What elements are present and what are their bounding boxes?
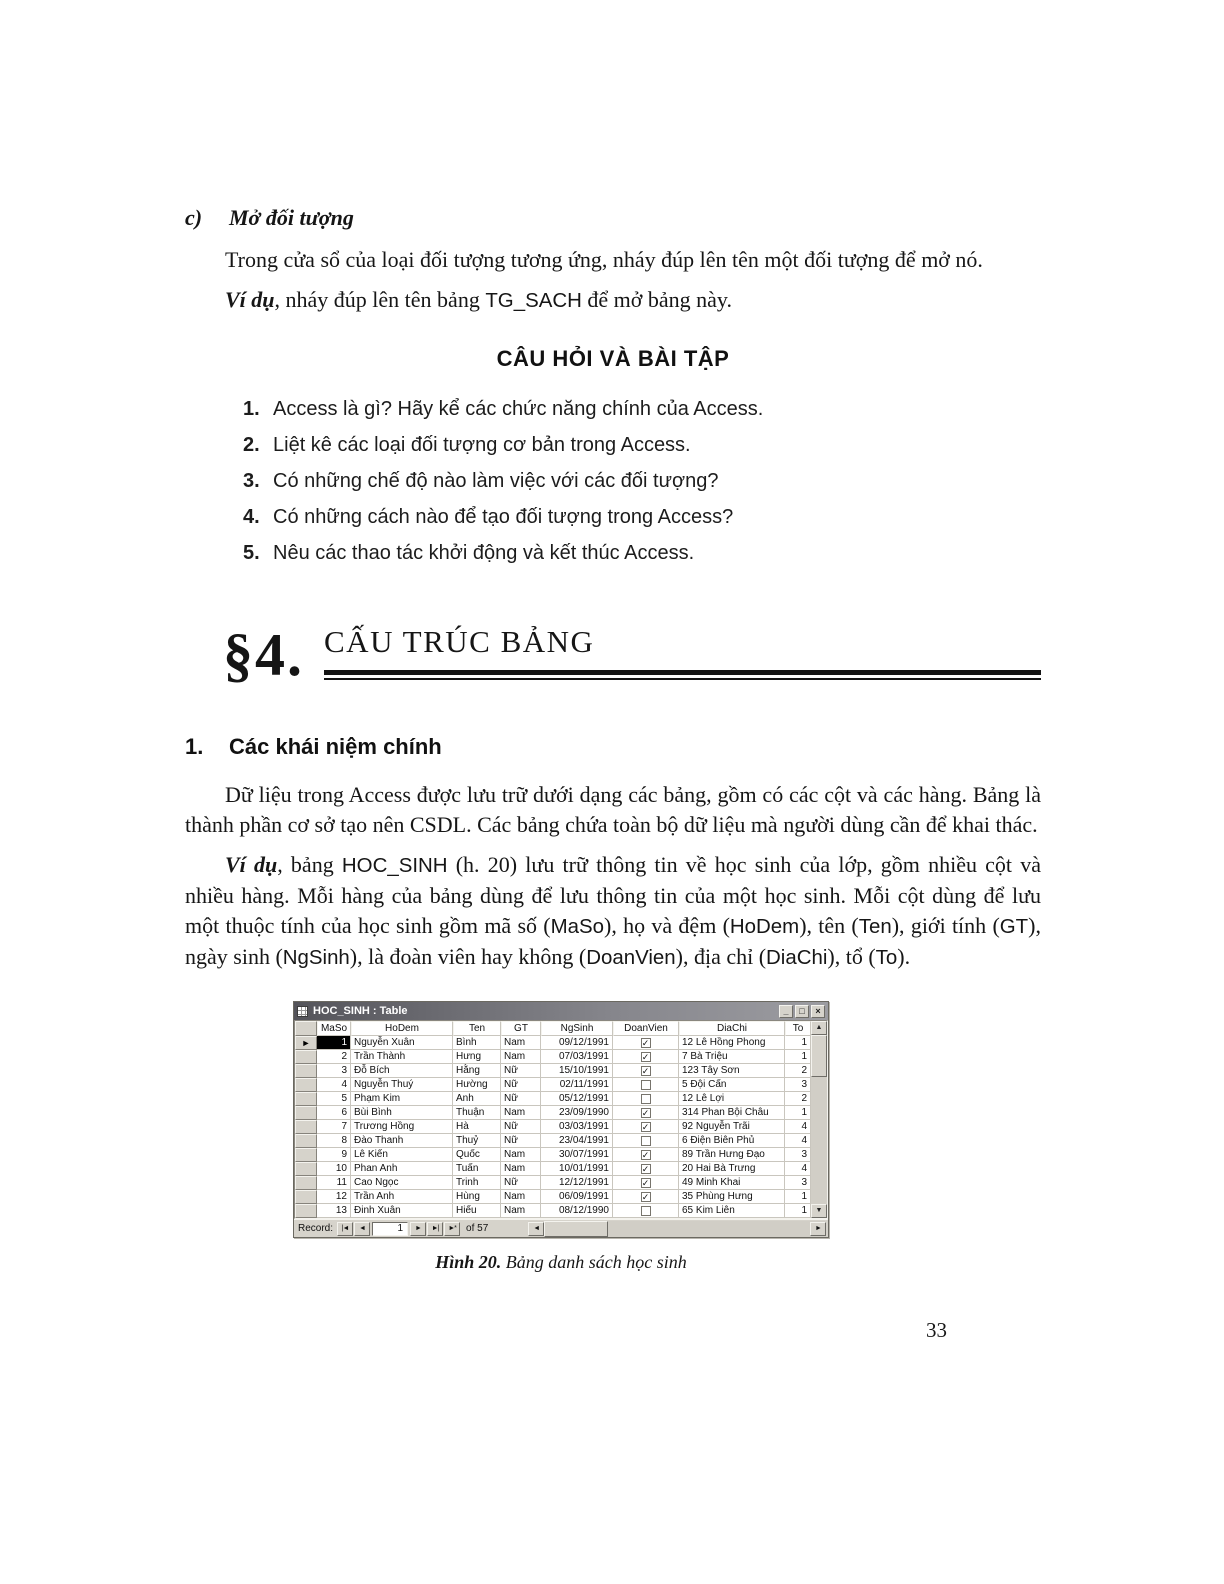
cell-diachi[interactable]: 12 Lê Hồng Phong xyxy=(679,1036,785,1050)
data-grid xyxy=(295,1021,811,1218)
cell-hodem[interactable]: Phan Anh xyxy=(351,1162,453,1176)
page-content xyxy=(185,205,1041,1273)
scroll-down-button[interactable]: ▼ xyxy=(811,1204,827,1218)
row-selector[interactable] xyxy=(295,1050,317,1064)
column-header-diachi[interactable]: DiaChi xyxy=(679,1021,785,1036)
vertical-scrollbar[interactable] xyxy=(811,1021,827,1218)
cell-doanvien[interactable] xyxy=(613,1134,679,1148)
cell-doanvien[interactable] xyxy=(613,1106,679,1120)
text-run: DiaChi xyxy=(766,946,828,969)
text-run: MaSo xyxy=(550,915,605,938)
cell-diachi[interactable]: 12 Lê Lợi xyxy=(679,1092,785,1106)
cell-doanvien[interactable] xyxy=(613,1176,679,1190)
row-selector[interactable] xyxy=(295,1106,317,1120)
window-buttons xyxy=(779,1005,825,1018)
cell-doanvien[interactable] xyxy=(613,1050,679,1064)
row-selector[interactable] xyxy=(295,1176,317,1190)
table-row xyxy=(295,1064,811,1078)
section-c-heading xyxy=(185,205,1041,231)
cell-doanvien[interactable] xyxy=(613,1204,679,1218)
cell-ngsinh[interactable]: 08/12/1990 xyxy=(541,1204,613,1218)
cell-to[interactable]: 1 xyxy=(785,1036,811,1050)
table-row xyxy=(295,1120,811,1134)
question-text: Có những cách nào để tạo đối tượng trong Access? xyxy=(273,506,734,528)
cell-gt[interactable]: Nam xyxy=(501,1190,541,1204)
next-record-button[interactable]: ► xyxy=(410,1222,426,1236)
cell-hodem[interactable]: Trần Thành xyxy=(351,1050,453,1064)
question-item xyxy=(185,396,1041,422)
first-record-button[interactable]: |◄ xyxy=(337,1222,353,1236)
cell-gt[interactable]: Nữ xyxy=(501,1092,541,1106)
cell-to[interactable]: 4 xyxy=(785,1162,811,1176)
text-run: ). xyxy=(897,944,911,969)
text-run: GT xyxy=(999,915,1029,938)
text-run: Trong cửa sổ của loại đối tượng tương ứng, nháy đúp lên tên một đối tượng để mở nó. xyxy=(225,247,983,272)
vertical-scrollbar-thumb[interactable] xyxy=(811,1035,827,1077)
cell-ten[interactable]: Hưng xyxy=(453,1050,501,1064)
record-count-label: of 57 xyxy=(466,1223,489,1234)
table-row xyxy=(295,1176,811,1190)
cell-hodem[interactable]: Đỗ Bích xyxy=(351,1064,453,1078)
checkbox-checked-icon[interactable]: ✓ xyxy=(641,1051,650,1062)
checkbox-checked-icon[interactable]: ✓ xyxy=(641,1177,650,1188)
cell-maso[interactable]: 9 xyxy=(317,1148,351,1162)
horizontal-scrollbar-thumb[interactable] xyxy=(544,1221,608,1237)
cell-hodem[interactable]: Trần Anh xyxy=(351,1190,453,1204)
cell-ngsinh[interactable]: 05/12/1991 xyxy=(541,1092,613,1106)
cell-gt[interactable]: Nam xyxy=(501,1148,541,1162)
table-row xyxy=(295,1106,811,1120)
header-row xyxy=(295,1021,811,1036)
text-run: để mở bảng này. xyxy=(581,287,732,312)
cell-doanvien[interactable] xyxy=(613,1078,679,1092)
section-rule xyxy=(324,670,1041,680)
section-number: §4. xyxy=(223,622,304,688)
question-item xyxy=(185,468,1041,494)
cell-maso[interactable]: 6 xyxy=(317,1106,351,1120)
cell-ten[interactable]: Trinh xyxy=(453,1176,501,1190)
record-label: Record: xyxy=(298,1223,334,1234)
record-navigation-bar xyxy=(294,1219,828,1237)
page-number: 33 xyxy=(926,1318,947,1342)
cell-diachi[interactable]: 35 Phùng Hưng xyxy=(679,1190,785,1204)
cell-ngsinh[interactable]: 06/09/1991 xyxy=(541,1190,613,1204)
section-4-header xyxy=(185,624,1041,686)
question-item xyxy=(185,432,1041,458)
cell-hodem[interactable]: Bùi Bình xyxy=(351,1106,453,1120)
row-selector[interactable] xyxy=(295,1092,317,1106)
cell-hodem[interactable]: Lê Kiến xyxy=(351,1148,453,1162)
table-row xyxy=(295,1162,811,1176)
questions-list xyxy=(185,396,1041,566)
cell-diachi[interactable]: 20 Hai Bà Trưng xyxy=(679,1162,785,1176)
current-record-arrow-icon: ► xyxy=(301,1037,311,1048)
horizontal-scrollbar-track[interactable] xyxy=(544,1221,810,1237)
cell-ten[interactable]: Hiếu xyxy=(453,1204,501,1218)
cell-maso[interactable]: 7 xyxy=(317,1120,351,1134)
cell-ten[interactable]: Tuấn xyxy=(453,1162,501,1176)
text-run: ), tổ ( xyxy=(827,944,876,969)
text-run: Ví dụ xyxy=(225,852,278,877)
question-number: 3. xyxy=(243,470,260,492)
checkbox-checked-icon[interactable]: ✓ xyxy=(641,1191,650,1202)
cell-to[interactable]: 3 xyxy=(785,1148,811,1162)
cell-to[interactable]: 1 xyxy=(785,1106,811,1120)
cell-ten[interactable]: Thuận xyxy=(453,1106,501,1120)
cell-ngsinh[interactable]: 07/03/1991 xyxy=(541,1050,613,1064)
cell-ten[interactable]: Hà xyxy=(453,1120,501,1134)
new-record-button[interactable]: ►* xyxy=(444,1222,460,1236)
text-run: ), họ và đệm ( xyxy=(604,913,730,938)
cell-to[interactable]: 4 xyxy=(785,1120,811,1134)
cell-to[interactable]: 3 xyxy=(785,1176,811,1190)
row-selector[interactable] xyxy=(295,1190,317,1204)
cell-diachi[interactable]: 89 Trần Hưng Đạo xyxy=(679,1148,785,1162)
cell-doanvien[interactable] xyxy=(613,1162,679,1176)
text-run: DoanVien xyxy=(586,946,676,969)
cell-diachi[interactable]: 314 Phan Bội Châu xyxy=(679,1106,785,1120)
cell-to[interactable]: 1 xyxy=(785,1204,811,1218)
cell-hodem[interactable]: Đào Thanh xyxy=(351,1134,453,1148)
cell-diachi[interactable]: 7 Bà Triệu xyxy=(679,1050,785,1064)
cell-to[interactable]: 1 xyxy=(785,1050,811,1064)
cell-ngsinh[interactable]: 09/12/1991 xyxy=(541,1036,613,1050)
minimize-button[interactable]: _ xyxy=(779,1005,793,1018)
text-run: NgSinh xyxy=(282,946,350,969)
cell-hodem[interactable]: Phạm Kim xyxy=(351,1092,453,1106)
column-header-to[interactable]: To xyxy=(785,1021,811,1036)
cell-diachi[interactable]: 123 Tây Sơn xyxy=(679,1064,785,1078)
cell-hodem[interactable]: Cao Ngọc xyxy=(351,1176,453,1190)
cell-diachi[interactable]: 5 Đội Cấn xyxy=(679,1078,785,1092)
table-row xyxy=(295,1036,811,1050)
close-button[interactable]: × xyxy=(811,1005,825,1018)
cell-doanvien[interactable] xyxy=(613,1120,679,1134)
text-run: (h. 20) lưu trữ thông tin về học sinh của lớp, gồm nhiều cột và nhiều hàng. Mỗi hàng của bảng dùng để lưu thông tin của một học sinh. Mỗi cột dùng để lưu một thuộc tính của học sinh gồm mã số ( xyxy=(185,852,1042,938)
figure-caption xyxy=(293,1252,829,1273)
text-run: ), ngày sinh ( xyxy=(185,913,1041,969)
checkbox-checked-icon[interactable]: ✓ xyxy=(641,1121,650,1132)
last-record-button[interactable]: ►| xyxy=(427,1222,443,1236)
cell-gt[interactable]: Nữ xyxy=(501,1120,541,1134)
paragraph xyxy=(185,245,1041,275)
scroll-right-button[interactable]: ► xyxy=(810,1222,826,1236)
text-run: ), địa chỉ ( xyxy=(675,944,767,969)
cell-to[interactable]: 2 xyxy=(785,1064,811,1078)
cell-ten[interactable]: Anh xyxy=(453,1092,501,1106)
section-title: CẤU TRÚC BẢNG xyxy=(324,624,595,659)
checkbox-checked-icon[interactable]: ✓ xyxy=(641,1107,650,1118)
subsection-title: Các khái niệm chính xyxy=(229,734,442,759)
figure xyxy=(293,1001,829,1273)
column-header-hodem[interactable]: HoDem xyxy=(351,1021,453,1036)
subsection-heading xyxy=(185,734,1041,760)
question-item xyxy=(185,540,1041,566)
cell-to[interactable]: 2 xyxy=(785,1092,811,1106)
row-selector[interactable] xyxy=(295,1134,317,1148)
row-selector[interactable] xyxy=(295,1204,317,1218)
question-number: 4. xyxy=(243,506,260,528)
cell-gt[interactable]: Nam xyxy=(501,1106,541,1120)
scroll-left-button[interactable]: ◄ xyxy=(528,1222,544,1236)
cell-diachi[interactable]: 65 Kim Liên xyxy=(679,1204,785,1218)
cell-hodem[interactable]: Đinh Xuân xyxy=(351,1204,453,1218)
column-header-maso[interactable]: MaSo xyxy=(317,1021,351,1036)
cell-maso[interactable]: 3 xyxy=(317,1064,351,1078)
checkbox-checked-icon[interactable]: ✓ xyxy=(641,1163,650,1174)
cell-gt[interactable]: Nữ xyxy=(501,1176,541,1190)
question-text: Access là gì? Hãy kể các chức năng chính của Access. xyxy=(273,398,764,420)
cell-diachi[interactable]: 6 Điện Biên Phủ xyxy=(679,1134,785,1148)
row-selector-header[interactable] xyxy=(295,1021,317,1036)
question-text: Liệt kê các loại đối tượng cơ bản trong Access. xyxy=(273,434,691,456)
question-text: Có những chế độ nào làm việc với các đối tượng? xyxy=(273,470,719,492)
previous-record-button[interactable]: ◄ xyxy=(354,1222,370,1236)
question-number: 2. xyxy=(243,434,260,456)
cell-hodem[interactable]: Trương Hồng xyxy=(351,1120,453,1134)
cell-gt[interactable]: Nam xyxy=(501,1050,541,1064)
window-title: HOC_SINH : Table xyxy=(313,1005,408,1017)
cell-maso[interactable]: 8 xyxy=(317,1134,351,1148)
horizontal-scrollbar[interactable] xyxy=(528,1221,826,1237)
cell-ten[interactable]: Thuỷ xyxy=(453,1134,501,1148)
cell-ngsinh[interactable]: 03/03/1991 xyxy=(541,1120,613,1134)
row-selector[interactable] xyxy=(295,1120,317,1134)
cell-diachi[interactable]: 92 Nguyễn Trãi xyxy=(679,1120,785,1134)
row-selector[interactable] xyxy=(295,1162,317,1176)
cell-ten[interactable]: Hùng xyxy=(453,1190,501,1204)
checkbox-unchecked-icon[interactable] xyxy=(641,1094,651,1104)
cell-ngsinh[interactable]: 30/07/1991 xyxy=(541,1148,613,1162)
cell-ngsinh[interactable]: 15/10/1991 xyxy=(541,1064,613,1078)
datasheet-icon xyxy=(297,1006,308,1017)
text-run: Ví dụ xyxy=(225,287,275,312)
table-row xyxy=(295,1078,811,1092)
cell-ngsinh[interactable]: 23/09/1990 xyxy=(541,1106,613,1120)
questions-heading: CÂU HỎI VÀ BÀI TẬP xyxy=(496,346,730,371)
vertical-scrollbar-track[interactable] xyxy=(811,1077,827,1204)
cell-maso[interactable]: 2 xyxy=(317,1050,351,1064)
table-row xyxy=(295,1148,811,1162)
column-header-doanvien[interactable]: DoanVien xyxy=(613,1021,679,1036)
column-header-ngsinh[interactable]: NgSinh xyxy=(541,1021,613,1036)
question-number: 1. xyxy=(243,398,260,420)
paragraph xyxy=(185,780,1041,840)
cell-gt[interactable]: Nam xyxy=(501,1204,541,1218)
cell-maso[interactable]: 13 xyxy=(317,1204,351,1218)
cell-doanvien[interactable] xyxy=(613,1036,679,1050)
text-run: , nháy đúp lên tên bảng xyxy=(274,287,486,312)
cell-doanvien[interactable] xyxy=(613,1064,679,1078)
section-c-title: Mở đối tượng xyxy=(229,205,354,230)
paragraph xyxy=(185,850,1041,973)
text-run: ), tên ( xyxy=(799,913,859,938)
figure-caption-text: Bảng danh sách học sinh xyxy=(501,1252,687,1272)
cell-ngsinh[interactable]: 02/11/1991 xyxy=(541,1078,613,1092)
maximize-button[interactable]: □ xyxy=(795,1005,809,1018)
cell-maso[interactable]: 12 xyxy=(317,1190,351,1204)
cell-maso[interactable]: 4 xyxy=(317,1078,351,1092)
question-item xyxy=(185,504,1041,530)
cell-ngsinh[interactable]: 12/12/1991 xyxy=(541,1176,613,1190)
text-run: TG_SACH xyxy=(485,289,582,312)
cell-maso[interactable]: 10 xyxy=(317,1162,351,1176)
table-row xyxy=(295,1190,811,1204)
cell-gt[interactable]: Nữ xyxy=(501,1078,541,1092)
cell-maso[interactable]: 11 xyxy=(317,1176,351,1190)
checkbox-checked-icon[interactable]: ✓ xyxy=(641,1149,650,1160)
text-run: Dữ liệu trong Access được lưu trữ dưới dạng các bảng, gồm có các cột và các hàng. Bảng là thành phần cơ sở tạo nên CSDL. Các bảng chứa toàn bộ dữ liệu mà người dùng cần để khai thác. xyxy=(185,782,1041,837)
window-titlebar[interactable] xyxy=(294,1002,828,1020)
cell-to[interactable]: 4 xyxy=(785,1134,811,1148)
column-header-gt[interactable]: GT xyxy=(501,1021,541,1036)
section-c-label: c) xyxy=(185,205,203,230)
cell-ten[interactable]: Hường xyxy=(453,1078,501,1092)
checkbox-unchecked-icon[interactable] xyxy=(641,1080,651,1090)
paragraph xyxy=(185,285,1041,316)
table-row xyxy=(295,1050,811,1064)
text-run: To xyxy=(875,946,898,969)
cell-gt[interactable]: Nữ xyxy=(501,1134,541,1148)
cell-ten[interactable]: Hằng xyxy=(453,1064,501,1078)
cell-maso[interactable]: 5 xyxy=(317,1092,351,1106)
cell-doanvien[interactable] xyxy=(613,1148,679,1162)
text-run: Ten xyxy=(858,915,892,938)
table-row xyxy=(295,1204,811,1218)
cell-ngsinh[interactable]: 23/04/1991 xyxy=(541,1134,613,1148)
cell-maso[interactable]: 1 xyxy=(317,1036,351,1050)
question-number: 5. xyxy=(243,542,260,564)
table-body xyxy=(295,1036,811,1218)
access-table-window xyxy=(293,1001,829,1238)
cell-gt[interactable]: Nam xyxy=(501,1162,541,1176)
cell-gt[interactable]: Nữ xyxy=(501,1064,541,1078)
row-selector[interactable] xyxy=(295,1064,317,1078)
cell-ten[interactable]: Bình xyxy=(453,1036,501,1050)
checkbox-unchecked-icon[interactable] xyxy=(641,1136,651,1146)
text-run: ), là đoàn viên hay không ( xyxy=(349,944,587,969)
cell-doanvien[interactable] xyxy=(613,1092,679,1106)
table-row xyxy=(295,1134,811,1148)
checkbox-checked-icon[interactable]: ✓ xyxy=(641,1037,650,1048)
text-run: , bảng xyxy=(277,852,342,877)
table-row xyxy=(295,1092,811,1106)
cell-doanvien[interactable] xyxy=(613,1190,679,1204)
column-header-ten[interactable]: Ten xyxy=(453,1021,501,1036)
datasheet xyxy=(294,1020,828,1219)
text-run: ), giới tính ( xyxy=(891,913,1000,938)
row-selector[interactable] xyxy=(295,1148,317,1162)
cell-hodem[interactable]: Nguyễn Xuân xyxy=(351,1036,453,1050)
cell-to[interactable]: 3 xyxy=(785,1078,811,1092)
row-selector[interactable] xyxy=(295,1036,317,1050)
row-selector[interactable] xyxy=(295,1078,317,1092)
question-text: Nêu các thao tác khởi động và kết thúc Access. xyxy=(273,542,695,564)
cell-ngsinh[interactable]: 10/01/1991 xyxy=(541,1162,613,1176)
cell-hodem[interactable]: Nguyễn Thuý xyxy=(351,1078,453,1092)
cell-to[interactable]: 1 xyxy=(785,1190,811,1204)
figure-caption-label: Hình 20. xyxy=(435,1252,502,1272)
subsection-number: 1. xyxy=(185,734,204,759)
checkbox-checked-icon[interactable]: ✓ xyxy=(641,1065,650,1076)
cell-gt[interactable]: Nam xyxy=(501,1036,541,1050)
cell-ten[interactable]: Quốc xyxy=(453,1148,501,1162)
cell-diachi[interactable]: 49 Minh Khai xyxy=(679,1176,785,1190)
text-run: HOC_SINH xyxy=(341,854,448,877)
checkbox-unchecked-icon[interactable] xyxy=(641,1206,651,1216)
text-run: HoDem xyxy=(729,915,800,938)
record-number-input[interactable]: 1 xyxy=(372,1222,408,1236)
scroll-up-button[interactable]: ▲ xyxy=(811,1021,827,1035)
